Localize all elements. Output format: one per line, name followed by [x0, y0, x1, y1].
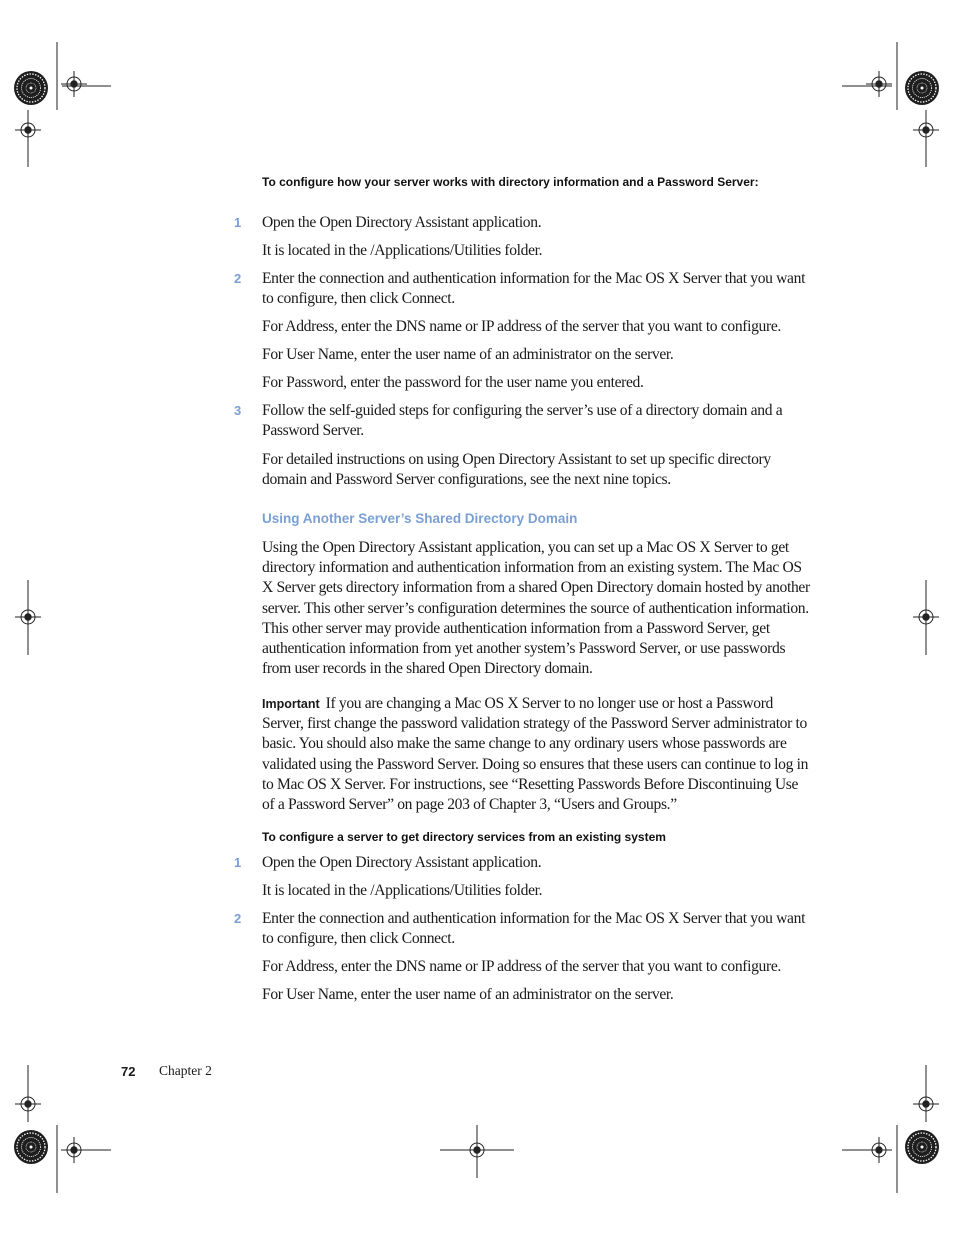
important-note	[262, 694, 810, 815]
step-text: Enter the connection and authentication information for the Mac OS X Server that you want to configure, then click Connect.	[262, 910, 806, 948]
step-text: Open the Open Directory Assistant application.	[262, 214, 542, 231]
step-note: For Address, enter the DNS name or IP address of the server that you want to configure.	[262, 318, 781, 335]
page-number: 72	[121, 1064, 136, 1079]
step-number: 1	[234, 855, 242, 870]
chapter-label: Chapter 2	[159, 1063, 212, 1078]
step-note: It is located in the /Applications/Utilities folder.	[262, 242, 543, 259]
step-note: For User Name, enter the user name of an administrator on the server.	[262, 986, 674, 1003]
step-note: For Address, enter the DNS name or IP address of the server that you want to configure.	[262, 958, 781, 975]
step-number: 2	[234, 911, 242, 926]
section-heading: Using Another Server’s Shared Directory Domain	[262, 511, 578, 526]
step-note: For detailed instructions on using Open Directory Assistant to set up specific directory domain and Password Server configurations, see the next nine topics.	[262, 451, 771, 489]
important-text: If you are changing a Mac OS X Server to no longer use or host a Password Server, first change the password validation strategy of the Password Server administrator to basic. You should also make the same change to any ordinary users whose passwords are validated using the Password Server. Doing so ensures that these users can continue to log in to Mac OS X Server. For instructions, see “Resetting Passwords Before Discontinuing Use of a Password Server” on page 203 of Chapter 3, “Users and Groups.”	[262, 695, 809, 814]
section-body: Using the Open Directory Assistant application, you can set up a Mac OS X Server to get directory information and authentication information from an existing system. The Mac OS X Server gets directory information from a shared Open Directory domain hosted by another server. This other server’s configuration determines the source of authentication information. This other server may provide authentication information from a Password Server, get authentication information from yet another system’s Password Server, or use passwords from user records in the shared Open Directory domain.	[262, 539, 810, 678]
step-number: 2	[234, 271, 242, 286]
step-text: Follow the self-guided steps for configuring the server’s use of a directory domain and a Password Server.	[262, 402, 783, 440]
step-number: 1	[234, 215, 242, 230]
step-note: For User Name, enter the user name of an administrator on the server.	[262, 346, 674, 363]
step-number: 3	[234, 403, 242, 418]
task-heading: To configure a server to get directory services from an existing system	[262, 830, 666, 844]
step-text: Open the Open Directory Assistant application.	[262, 854, 542, 871]
step-note: For Password, enter the password for the user name you entered.	[262, 374, 644, 391]
important-label: Important	[262, 697, 320, 711]
step-note: It is located in the /Applications/Utilities folder.	[262, 882, 543, 899]
task-heading: To configure how your server works with directory information and a Password Server:	[262, 175, 759, 189]
step-text: Enter the connection and authentication information for the Mac OS X Server that you want to configure, then click Connect.	[262, 270, 806, 308]
